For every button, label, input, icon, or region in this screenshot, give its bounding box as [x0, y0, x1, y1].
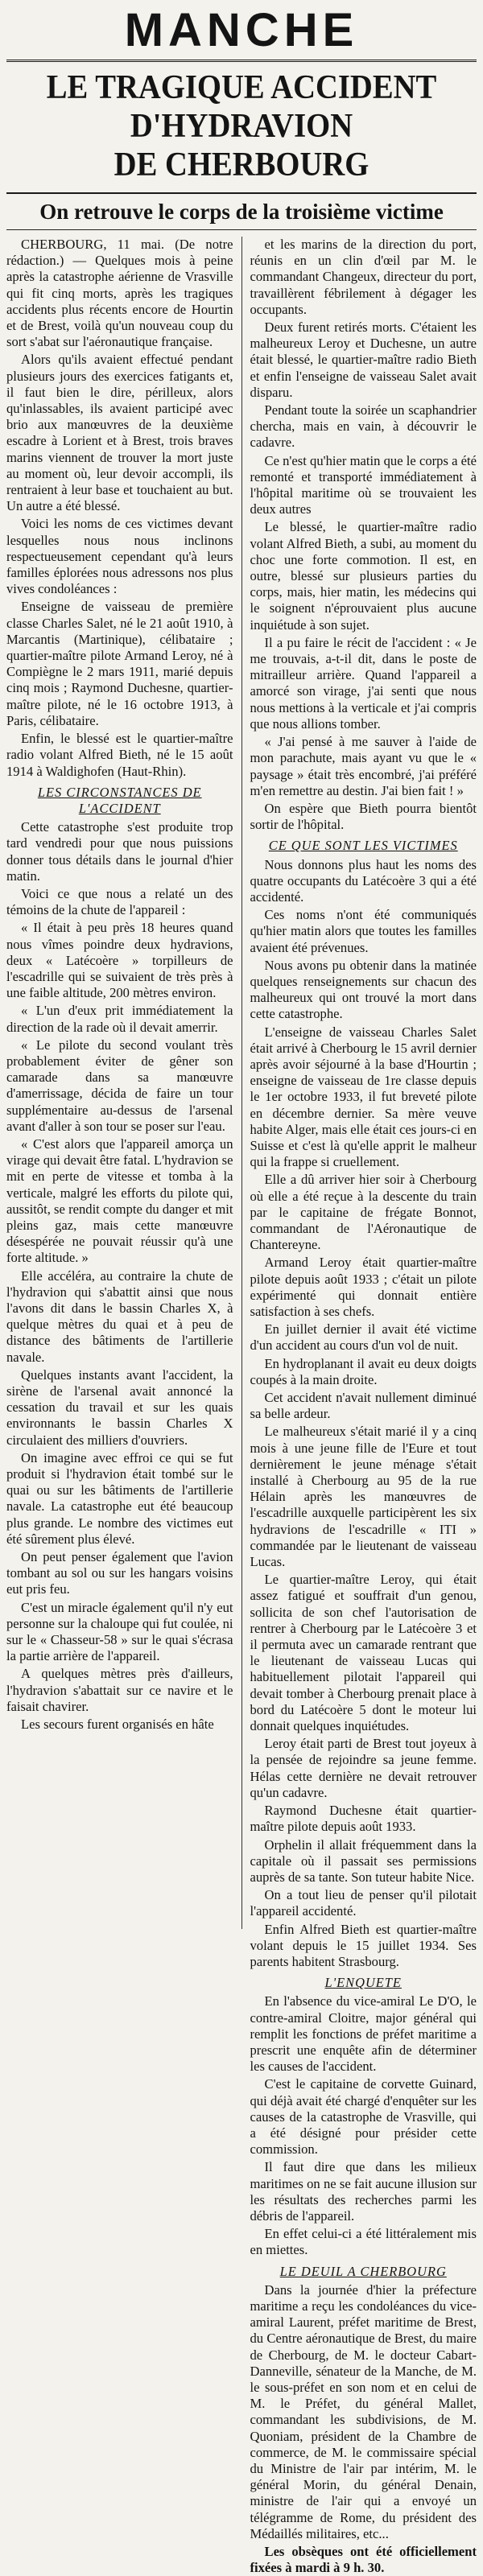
headline-rule: [6, 192, 477, 194]
paragraph: Ce n'est qu'hier matin que le corps a été remonté et transporté immédiatement à l'hôpital maritime où se trouvaient les deux autres: [250, 452, 477, 517]
paragraph: Raymond Duchesne était quartier-maître pilote depuis août 1933.: [250, 1803, 477, 1835]
section-title: MANCHE: [124, 4, 359, 56]
headline-line-2: DE CHERBOURG: [114, 146, 369, 183]
right-column: [250, 237, 477, 2576]
paragraph: Enfin, le blessé est le quartier-maître radio volant Alfred Bieth, né le 15 août 1914 à Waldighofen (Haut-Rhin).: [6, 731, 233, 779]
paragraph: L'enseigne de vaisseau Charles Salet était arrivé à Cherbourg le 15 avril dernier après avoir séjourné à la base d'Hourtin ; enseigne de vaisseau de 1re classe depuis le 1er octobre 1933, il fut breveté pilote en décembre dernier. Sa mère veuve habite Alger, mais elle était ces jours-ci en Suisse et c'est là qu'elle apprit le malheur qui la frappe si cruellement.: [250, 1024, 477, 1170]
paragraph: « Il était à peu près 18 heures quand nous vîmes poindre deux hydravions, deux « Latécoère » torpilleurs de l'escadrille qui se suivaient de très près à une faible altitude, 200 mètres environ.: [6, 920, 233, 1001]
paragraph: Cet accident n'avait nullement diminué sa belle ardeur.: [250, 1390, 477, 1422]
paragraph: Leroy était parti de Brest tout joyeux à la pensée de rejoindre sa jeune femme. Hélas cette dernière ne devait retrouver qu'un cadavre.: [250, 1736, 477, 1800]
paragraph: Armand Leroy était quartier-maître pilote depuis août 1933 ; c'était un pilote expérimenté qui donnait entière satisfaction à ses chefs.: [250, 1255, 477, 1319]
paragraph: Il a pu faire le récit de l'accident : « Je me trouvais, a-t-il dit, dans le poste de mitrailleur arrière. Quand l'appareil a amorcé son virage, j'ai senti que nous nous mettions à la verticale et j'ai compris que nous allions tomber.: [250, 634, 477, 732]
paragraph: En effet celui-ci a été littéralement mis en miettes.: [250, 2226, 477, 2258]
paragraph: « J'ai pensé à me sauver à l'aide de mon parachute, mais ayant vu que le « paysage » était très encombré, j'ai préféré m'en remettre au destin. J'ai bien fait ! »: [250, 734, 477, 798]
paragraph: « Le pilote du second voulant très probablement éviter de gêner son camarade dans sa manœuvre d'amerrissage, décida de faire un tour supplémentaire au-dessus de l'arsenal avant d'aller à son tour se poser sur l'eau.: [6, 1037, 233, 1134]
paragraph: Elle a dû arriver hier soir à Cherbourg où elle a été reçue à la descente du train par le capitaine de frégate Bonnot, commandant de l'Aéronautique de Chantereyne.: [250, 1172, 477, 1253]
section-heading: LE DEUIL A CHERBOURG: [279, 2263, 447, 2279]
paragraph: Nous avons pu obtenir dans la matinée quelques renseignements sur chacun des malheureux qui ont trouvé la mort dans cette catastrophe.: [250, 957, 477, 1022]
paragraph: Voici les noms de ces victimes devant lesquelles nous nous inclinons respectueusement cependant qu'à leurs familles éplorées nous adressons nos plus vives condoléances :: [6, 516, 233, 597]
paragraph: Le malheureux s'était marié il y a cinq mois à une jeune fille de l'Eure et tout dernièrement le jeune ménage s'était installé à Cherbourg au 95 de la rue Hélain après les manœuvres de l'escadrille auxquelle participèrent les six hydravions de l'escadrille « ITI » commandée par le lieutenant de vaisseau Lucas.: [250, 1424, 477, 1570]
paragraph: Elle accéléra, au contraire la chute de l'hydravion qui s'abattit ainsi que nous l'avons dit dans le bassin Charles X, à quelque mètres du quai et à peu de distance des bâtiments de l'artillerie navale.: [6, 1267, 233, 1365]
paragraph: Voici ce que nous a relaté un des témoins de la chute de l'appareil :: [6, 885, 233, 918]
final-paragraph: Les obsèques ont été officiellement fixées à mardi à 9 h. 30.: [250, 2544, 477, 2576]
paragraph: Les secours furent organisés en hâte: [21, 1717, 214, 1733]
paragraph: A quelques mètres près d'ailleurs, l'hydravion s'abattait sur ce navire et le faisait chavirer.: [6, 1666, 233, 1714]
section-heading: L'ENQUETE: [324, 1975, 402, 1991]
paragraph: Deux furent retirés morts. C'étaient les malheureux Leroy et Duchesne, un autre était blessé, le quartier-maître radio Bieth et enfin l'enseigne de vaisseau Salet avait disparu.: [250, 319, 477, 400]
paragraph: Cette catastrophe s'est produite trop tard vendredi pour que nous puissions donner tous détails dans le journal d'hier matin.: [6, 819, 233, 884]
paragraph: « L'un d'eux prit immédiatement la direction de la rade où il devait amerrir.: [6, 1003, 233, 1035]
paragraph: C'est un miracle également qu'il n'y eut personne sur la chaloupe qui fut coulée, ni sur le « Chasseur-58 » sur le quai s'écrasa la partie arrière de l'appareil.: [6, 1599, 233, 1664]
paragraph: CHERBOURG, 11 mai. (De notre rédaction.) — Quelques mois à peine après la catastrophe aérienne de Vrasville qui fit cinq morts, après les tragiques accidents plus récents encore de Hourtin et de Brest, voilà qu'un nouveau coup du sort s'abat sur l'aéronautique française.: [6, 237, 233, 350]
section-heading: LES CIRCONSTANCES DE L'ACCIDENT: [37, 784, 202, 816]
paragraph: En l'absence du vice-amiral Le D'O, le contre-amiral Cloitre, major général qui remplit les fonctions de préfet maritime a prescrit une enquête afin de déterminer les causes de l'accident.: [250, 1993, 477, 2075]
paragraph: On imagine avec effroi ce qui se fut produit si l'hydravion était tombé sur le quai ou sur les bâtiments de l'artillerie navale. La catastrophe eut été beaucoup plus grande. Le nombre des victimes eut été sûrement plus élevé.: [6, 1449, 233, 1547]
paragraph: Nous donnons plus haut les noms des quatre occupants du Latécoère 3 qui a été accidenté.: [250, 856, 477, 905]
paragraph: En hydroplanant il avait eu deux doigts coupés à la main droite.: [250, 1355, 477, 1387]
paragraph: Le blessé, le quartier-maître radio volant Alfred Bieth, a subi, au moment du choc une forte commotion. Il est, en outre, blessé sur plusieurs parties du corps, mais, hier matin, les médecins qui le soignent n'éprouvaient plus aucune inquiétude à son sujet.: [250, 519, 477, 633]
article-columns: [6, 229, 477, 2576]
article-subtitle: On retrouve le corps de la troisième victime: [39, 200, 444, 224]
paragraph: On espère que Bieth pourra bientôt sortir de l'hôpital.: [250, 800, 477, 833]
paragraph: Orphelin il allait fréquemment dans la capitale où il passait ses permissions auprès de sa tante. Son tuteur habite Nice.: [250, 1836, 477, 1885]
paragraph: Quelques instants avant l'accident, la sirène de l'arsenal avait annoncé la cessation du travail et sur les quais environnants le bassin Charles X circulaient des milliers d'ouvriers.: [6, 1366, 233, 1448]
section-heading: CE QUE SONT LES VICTIMES: [268, 838, 458, 854]
paragraph: Le quartier-maître Leroy, qui était assez fatigué et souffrait d'un genou, sollicita de son chef l'autorisation de rentrer à Cherbourg par le Latécoère 3 et il permuta avec un camarade rentrant que le lieutenant de vaisseau Lucas qui habituellement pilotait l'appareil qui devait tomber à Cherbourg prenait place à bord du Latécoère 5 dont le moteur lui donnait quelques inquiétudes.: [250, 1572, 477, 1734]
title-rule: [6, 60, 477, 62]
paragraph: Alors qu'ils avaient effectué pendant plusieurs jours des exercices fatigants et, il faut bien le dire, périlleux, alors qu'inlassables, ils avaient participé avec brio aux manœuvres de la deuxième escadre à Lorient et à Brest, trois braves marins viennent de trouver la mort juste au moment où, leur devoir accompli, ils rentraient à leur base et touchaient au but. Un autre a été blessé.: [6, 352, 233, 514]
paragraph: Il faut dire que dans les milieux maritimes on ne se fait aucune illusion sur les résultats des recherches parmi les débris de l'appareil.: [250, 2159, 477, 2224]
paragraph: Pendant toute la soirée un scaphandrier chercha, mais en vain, à découvrir le cadavre.: [250, 402, 477, 451]
headline-line-1: LE TRAGIQUE ACCIDENT D'HYDRAVION: [46, 69, 437, 145]
paragraph: Enfin Alfred Bieth est quartier-maître volant depuis le 15 juillet 1934. Ses parents habitent Strasbourg.: [250, 1921, 477, 1969]
paragraph: Enseigne de vaisseau de première classe Charles Salet, né le 21 août 1910, à Marcantis (Martinique), célibataire ; quartier-maître pilote Armand Leroy, né à Compiègne le 2 mars 1911, marié depuis cinq mois ; Raymond Duchesne, quartier-maître pilote, né le 16 octobre 1913, à Paris, célibataire.: [6, 599, 233, 728]
paragraph: C'est le capitaine de corvette Guinard, qui déjà avait été chargé d'enquêter sur les causes de la catastrophe de Vrasville, qui a été désigné pour présider cette commission.: [250, 2076, 477, 2158]
paragraph: En juillet dernier il avait été victime d'un accident au cours d'un vol de nuit.: [250, 1321, 477, 1354]
paragraph: Ces noms n'ont été communiqués qu'hier matin alors que toutes les familles avaient été prévenues.: [250, 907, 477, 955]
paragraph: Dans la journée d'hier la préfecture maritime a reçu les condoléances du vice-amiral Laurent, préfet maritime de Brest, du Centre aéronautique de Brest, du maire de Cherbourg, de M. le docteur Cabart-Danneville, sénateur de la Manche, de M. le sous-préfet en son nom et en celui de M. le Préfet, du général Mallet, commandant les subdivisions, de M. Quoniam, président de la Chambre de commerce, de M. le commissaire spécial du Ministre de l'air par intérim, M. le général Morin, du général Denain, ministre de l'air qui a envoyé un télégramme de Rome, du président des Médaillés militaires, etc...: [250, 2281, 477, 2541]
paragraph: « C'est alors que l'appareil amorça un virage qui devait être fatal. L'hydravion se mit en perte de vitesse et tomba à la verticale, malgré les efforts du pilote qui, aussitôt, se rendit compte du danger et mit pleins gaz, mais cette manœuvre désespérée ne pouvait réussir qu'à une forte altitude. »: [6, 1136, 233, 1266]
paragraph: On a tout lieu de penser qu'il pilotait l'appareil accidenté.: [250, 1887, 477, 1919]
paragraph: On peut penser également que l'avion tombant au sol ou sur les hangars voisins eut pris feu.: [6, 1549, 233, 1597]
paragraph: et les marins de la direction du port, réunis en un clin d'œil par M. le commandant Changeux, directeur du port, travaillèrent fébrilement à dégager les occupants.: [250, 237, 477, 317]
left-column: [6, 237, 233, 1930]
